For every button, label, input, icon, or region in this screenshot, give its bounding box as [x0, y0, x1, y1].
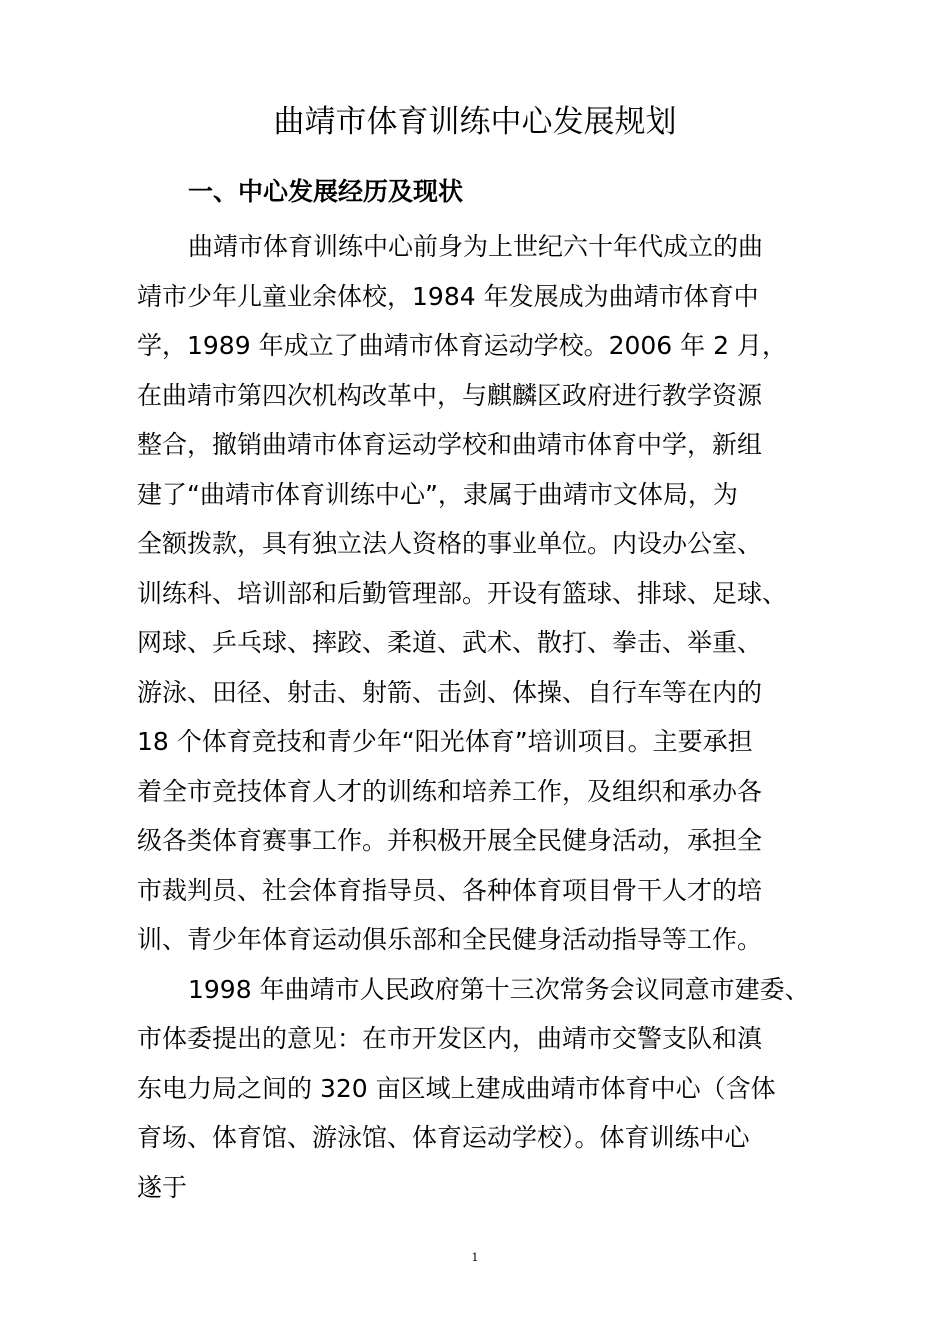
body-line: 市裁判员、社会体育指导员、各种体育项目骨干人才的培 — [137, 875, 763, 905]
body-line: 游泳、田径、射击、射箭、击剑、体操、自行车等在内的 — [137, 677, 763, 707]
body-line: 市体委提出的意见：在市开发区内，曲靖市交警支队和滇 — [137, 1024, 763, 1053]
section-heading: 一、中心发展经历及现状 — [188, 177, 464, 206]
body-line: 1998 年曲靖市人民政府第十三次常务会议同意市建委、 — [188, 974, 810, 1004]
body-text — [137, 222, 897, 1212]
body-line: 遂于 — [137, 1172, 188, 1202]
body-line: 训、青少年体育运动俱乐部和全民健身活动指导等工作。 — [137, 925, 763, 954]
body-line: 网球、乒乓球、摔跤、柔道、武术、散打、拳击、举重、 — [137, 628, 763, 657]
body-line: 着全市竞技体育人才的训练和培养工作，及组织和承办各 — [137, 776, 763, 806]
body-line: 训练科、培训部和后勤管理部。开设有篮球、排球、足球、 — [137, 578, 788, 608]
body-line: 学，1989 年成立了曲靖市体育运动学校。2006 年 2 月， — [137, 331, 787, 360]
body-line: 18 个体育竞技和青少年“阳光体育”培训项目。主要承担 — [137, 727, 753, 756]
body-line: 整合，撤销曲靖市体育运动学校和曲靖市体育中学，新组 — [137, 430, 763, 459]
body-line: 建了“曲靖市体育训练中心”，隶属于曲靖市文体局，为 — [137, 479, 738, 509]
body-line: 曲靖市体育训练中心前身为上世纪六十年代成立的曲 — [188, 232, 764, 261]
body-line: 育场、体育馆、游泳馆、体育运动学校）。体育训练中心 — [137, 1123, 750, 1152]
body-line: 全额拨款，具有独立法人资格的事业单位。内设办公室、 — [137, 529, 763, 558]
document-title: 曲靖市体育训练中心发展规划 — [273, 104, 677, 140]
body-line: 东电力局之间的 320 亩区域上建成曲靖市体育中心（含体 — [137, 1073, 776, 1103]
page-number: 1 — [471, 1251, 479, 1264]
body-line: 靖市少年儿童业余体校，1984 年发展成为曲靖市体育中 — [137, 281, 759, 311]
body-line: 级各类体育赛事工作。并积极开展全民健身活动，承担全 — [137, 826, 763, 855]
body-line: 在曲靖市第四次机构改革中，与麒麟区政府进行教学资源 — [137, 380, 763, 410]
